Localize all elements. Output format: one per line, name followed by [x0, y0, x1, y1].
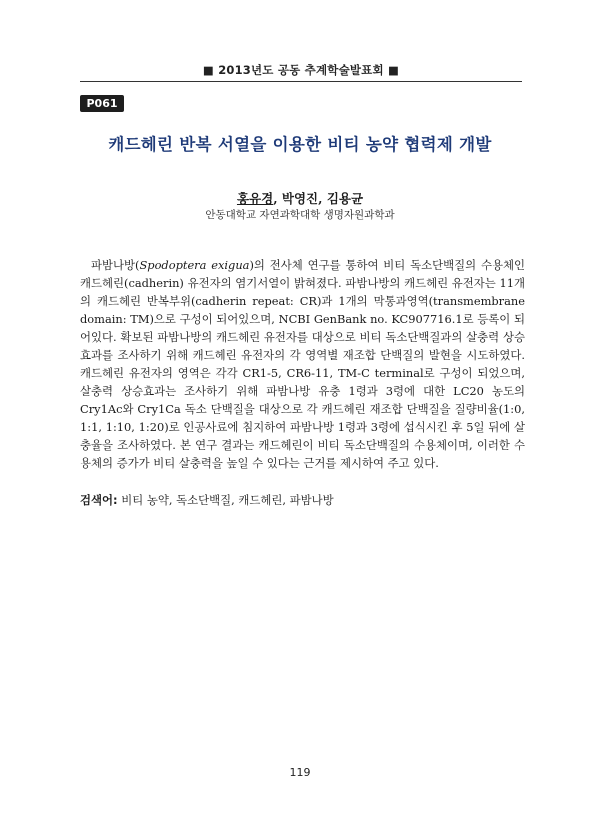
keywords-terms: 비티 농약, 독소단백질, 캐드헤린, 파밤나방 [117, 493, 334, 507]
keywords-label: 검색어: [80, 493, 118, 507]
abstract-body [80, 256, 525, 472]
co-authors: , 박영진, 김용균 [273, 191, 364, 206]
paper-title: 캐드헤린 반복 서열을 이용한 비티 농약 협력제 개발 [108, 135, 492, 154]
conference-name: ■ 2013년도 공동 추계학술발표회 ■ [202, 63, 400, 77]
page-number: 119 [289, 766, 311, 779]
running-header [80, 62, 522, 84]
species-name: Spodoptera exigua [139, 258, 250, 272]
header-divider [80, 81, 522, 82]
abstract-text-rest: )의 전사체 연구를 통하여 비티 독소단백질의 수용체인 캐드헤린(cadherin) 유전자의 염기서열이 밝혀졌다. 파밤나방의 캐드헤린 유전자는 11개의 캐드헤린 반복부위(cadherin repeat: CR)과 1개의 막통과영역(transmembrane domain: TM)으로 구성이 되어있으며, NCBI GenBank no. KC907716.1로 등록이 되어있다. 확보된 파밤나방의 캐드헤린 유전자를 대상으로 비티 독소단백질과의 살충력 상승효과를 조사하기 위해 캐드헤린 유전자의 각 영역별 재조합 단백질의 발현을 시도하였다. 캐드헤린 유전자의 영역은 각각 CR1-5, CR6-11, TM-C terminal로 구성이 되었으며, 살충력 상승효과는 조사하기 위해 파밤나방 유충 1령과 3령에 대한 LC20 농도의 Cry1Ac와 Cry1Ca 독소 단백질을 대상으로 각 캐드헤린 재조합 단백질을 질량비율(1:0, 1:1, 1:10, 1:20)로 인공사료에 침지하여 파밤나방 1령과 3령에 섭식시킨 후 5일 뒤에 살충율을 조사하였다. 본 연구 결과는 캐드헤린이 비티 독소단백질의 수용체이며, 이러한 수용체의 증가가 비티 살충력을 높일 수 있다는 근거를 제시하여 주고 있다. [80, 258, 525, 470]
keywords [80, 491, 525, 509]
author-affiliation: 안동대학교 자연과학대학 생명자원과학과 [205, 209, 395, 221]
abstract-text-start: 파밤나방( [91, 258, 140, 272]
presenting-author: 홍유경 [236, 191, 274, 206]
poster-id-badge: P061 [80, 95, 124, 112]
author-list [60, 189, 540, 207]
